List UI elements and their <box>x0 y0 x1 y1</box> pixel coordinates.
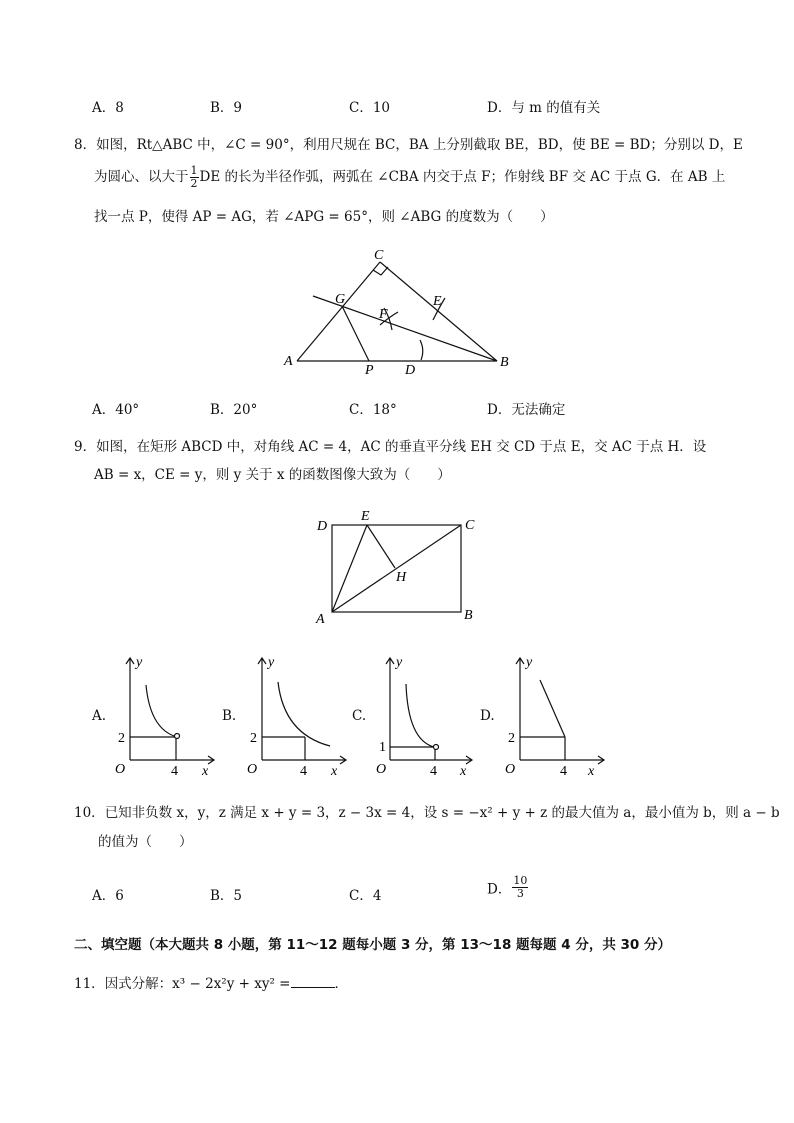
svg-text:2: 2 <box>508 731 515 746</box>
label-e: E <box>433 294 442 309</box>
q10-option-d: D． $\frac{10}{3}$ <box>487 874 528 900</box>
label-d: D <box>317 519 328 534</box>
svg-text:O: O <box>376 762 387 777</box>
q9-graph-b <box>242 652 352 780</box>
svg-text:2: 2 <box>118 731 125 746</box>
q7-option-d: D．与 m 的值有关 <box>487 100 601 116</box>
q8-option-b: B．20° <box>210 402 258 418</box>
svg-text:x: x <box>202 764 209 779</box>
q9-graph-b-label: B. <box>222 708 237 724</box>
q10-line-2: 的值为（ ） <box>98 834 193 850</box>
svg-text:4: 4 <box>430 764 437 779</box>
svg-text:4: 4 <box>300 764 307 779</box>
svg-text:O: O <box>247 762 258 777</box>
label-d: D <box>405 363 416 378</box>
svg-text:x: x <box>331 764 338 779</box>
label-b: B <box>500 355 509 370</box>
svg-text:2: 2 <box>250 731 257 746</box>
label-h: H <box>396 570 407 585</box>
q8-triangle-figure <box>280 240 520 380</box>
q10-option-b: B．5 <box>210 888 243 904</box>
svg-text:x: x <box>460 764 467 779</box>
svg-text:x: x <box>588 764 595 779</box>
label-e: E <box>361 509 370 524</box>
q10-option-c: C．4 <box>349 888 382 904</box>
q8-line-3: 找一点 P，使得 AP = AG，若 ∠APG = 65°，则 ∠ABG 的度数为（ ） <box>94 209 554 225</box>
label-c: C <box>465 518 475 533</box>
q7-option-b: B．9 <box>210 100 243 116</box>
svg-text:O: O <box>505 762 516 777</box>
q10-line-1: 10．已知非负数 x，y，z 满足 x + y = 3，z − 3x = 4，设 s = −x² + y + z 的最大值为 a，最小值为 b，则 a − b <box>74 805 780 821</box>
q9-graph-a <box>110 652 220 780</box>
answer-blank[interactable] <box>291 975 335 988</box>
label-a: A <box>284 354 293 369</box>
q10-option-a: A．6 <box>92 888 124 904</box>
label-a: A <box>316 612 325 627</box>
q9-graph-d-label: D. <box>480 708 495 724</box>
q9-graph-c <box>372 652 482 780</box>
arc-d <box>420 340 423 360</box>
q9-graph-a-label: A. <box>92 708 107 724</box>
svg-text:y: y <box>268 655 275 670</box>
q9-graph-c-label: C. <box>352 708 367 724</box>
label-b: B <box>464 608 473 623</box>
svg-text:y: y <box>526 655 533 670</box>
q8-option-d: D．无法确定 <box>487 402 566 418</box>
label-p: P <box>365 363 374 378</box>
q7-option-c: C．10 <box>349 100 391 116</box>
svg-text:O: O <box>115 762 126 777</box>
q9-rectangle-figure <box>310 505 490 630</box>
segment-ac <box>297 262 380 361</box>
svg-text:4: 4 <box>560 764 567 779</box>
q8-line-2: 为圆心、以大于 $\frac{1}{2}$ DE 的长为半径作弧，两弧在 ∠CBA 内交于点 F；作射线 BF 交 AC 于点 G．在 AB 上 <box>94 164 726 190</box>
diagonal-ac <box>332 525 461 612</box>
svg-text:y: y <box>136 655 143 670</box>
svg-text:1: 1 <box>379 740 386 755</box>
label-f: F <box>379 307 388 322</box>
label-c: C <box>374 248 384 263</box>
svg-text:4: 4 <box>171 764 178 779</box>
segment-ae <box>332 525 367 612</box>
label-g: G <box>335 292 346 307</box>
q9-graph-d <box>500 652 610 780</box>
svg-text:y: y <box>396 655 403 670</box>
fraction-ten-thirds: $\frac{10}{3}$ <box>513 874 528 900</box>
q9-line-1: 9．如图，在矩形 ABCD 中，对角线 AC = 4，AC 的垂直平分线 EH 交 CD 于点 E，交 AC 于点 H．设 <box>74 439 707 455</box>
q8-line-1: 8．如图，Rt△ABC 中，∠C = 90°，利用尺规在 BC，BA 上分别截取 BE，BD，使 BE = BD；分别以 D，E <box>74 137 743 153</box>
q8-option-a: A．40° <box>92 402 140 418</box>
q7-option-a: A．8 <box>92 100 124 116</box>
q9-line-2: AB = x，CE = y，则 y 关于 x 的函数图像大致为（ ） <box>94 467 451 483</box>
q8-option-c: C．18° <box>349 402 397 418</box>
section-2-heading: 二、填空题（本大题共 8 小题，第 11～12 题每小题 3 分，第 13～18 题每题 4 分，共 30 分） <box>74 937 672 953</box>
segment-eh <box>367 525 395 568</box>
fraction-half: $\frac{1}{2}$ <box>190 164 198 190</box>
segment-cb <box>380 262 497 361</box>
q11-line: 11．因式分解：x³ − 2x²y + xy² = ． <box>74 976 348 992</box>
